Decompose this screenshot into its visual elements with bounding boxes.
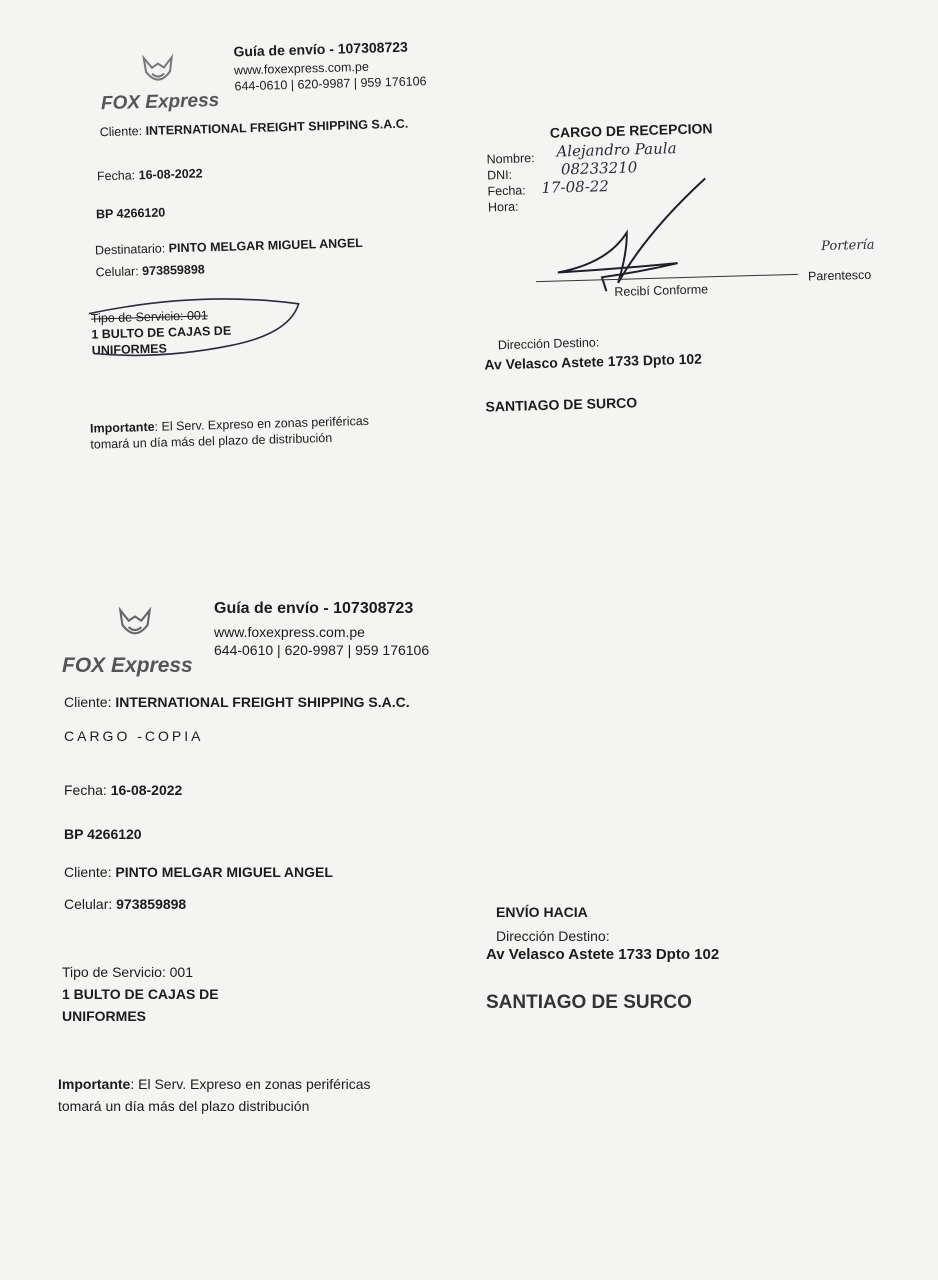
date-line [64, 782, 182, 798]
bp-number: BP 4266120 [95, 205, 166, 222]
recipient-name: PINTO MELGAR MIGUEL ANGEL [168, 235, 364, 256]
relation-label: Parentesco [807, 267, 872, 284]
client-line [64, 694, 410, 710]
brand-logo: FOX Express [62, 654, 193, 677]
fecha-label: Fecha: [487, 183, 526, 199]
recipient-line [64, 864, 333, 880]
brand-logo: FOX Express [100, 89, 220, 115]
fox-logo-icon [114, 606, 156, 648]
client-name: INTERNATIONAL FREIGHT SHIPPING S.A.C. [145, 116, 409, 138]
handwritten-name: Alejandro Paula [556, 139, 677, 161]
date-value: 16-08-2022 [110, 782, 183, 798]
guide-number: Guía de envío - 107308723 [214, 600, 414, 617]
cell-label: Celular: [64, 896, 113, 912]
service-type: Tipo de Servicio: 001 [62, 964, 193, 980]
cell-value: 973859898 [141, 262, 205, 279]
recipient-name: PINTO MELGAR MIGUEL ANGEL [115, 864, 333, 880]
receipt-title: CARGO DE RECEPCION [549, 120, 713, 141]
client-name: INTERNATIONAL FREIGHT SHIPPING S.A.C. [115, 694, 410, 710]
date-label: Fecha: [96, 168, 136, 184]
recipient-label: Cliente: [64, 864, 112, 880]
service-type: Tipo de Servicio: 001 [90, 308, 209, 326]
cell-label: Celular: [95, 264, 139, 280]
handwritten-date: 17-08-22 [541, 177, 610, 197]
important-text-2: tomará un día más del plazo de distribución [90, 430, 333, 452]
phones: 644-0610 | 620-9987 | 959 176106 [214, 642, 430, 658]
item-line-1: 1 BULTO DE CAJAS DE [91, 323, 232, 342]
recipient-label: Destinatario: [94, 241, 166, 258]
client-line [100, 117, 409, 140]
name-label: Nombre: [486, 151, 535, 167]
item-line-2: UNIFORMES [62, 1008, 146, 1024]
handwritten-dni: 08233210 [560, 158, 638, 179]
cell-line [95, 262, 204, 279]
important-text-1: : El Serv. Expreso en zonas periféricas [130, 1076, 371, 1092]
cell-value: 973859898 [116, 896, 187, 912]
copy-label: CARGO -COPIA [64, 728, 204, 744]
fox-logo-icon [138, 53, 179, 94]
dest-address: Av Velasco Astete 1733 Dpto 102 [486, 946, 720, 963]
dni-label: DNI: [486, 167, 513, 183]
pen-circle-mark [78, 294, 310, 366]
date-line [97, 166, 203, 183]
ship-to-title: ENVÍO HACIA [496, 904, 588, 920]
guide-number: Guía de envío - 107308723 [233, 38, 409, 60]
item-line-1: 1 BULTO DE CAJAS DE [62, 986, 219, 1002]
important-text-2: tomará un día más del plazo distribución [58, 1098, 310, 1114]
cell-line [64, 896, 186, 912]
important-note [58, 1076, 371, 1092]
dest-label: Dirección Destino: [496, 928, 610, 944]
client-label: Cliente: [99, 124, 143, 140]
handwritten-relation: Portería [820, 237, 875, 255]
important-label: Importante [58, 1076, 131, 1092]
important-label: Importante [89, 419, 155, 436]
upper-shipping-label [0, 0, 938, 500]
bp-number: BP 4266120 [64, 826, 142, 842]
dest-label: Dirección Destino: [497, 335, 600, 353]
dest-district: SANTIAGO DE SURCO [485, 394, 638, 415]
item-line-2: UNIFORMES [91, 341, 167, 358]
important-text-1: : El Serv. Expreso en zonas periféricas [154, 413, 370, 434]
hora-label: Hora: [487, 199, 519, 215]
dest-address: Av Velasco Astete 1733 Dpto 102 [484, 350, 703, 373]
date-value: 16-08-2022 [138, 166, 203, 183]
website: www.foxexpress.com.pe [214, 624, 365, 640]
client-label: Cliente: [64, 694, 112, 710]
recipient-line [95, 236, 363, 257]
phones: 644-0610 | 620-9987 | 959 176106 [234, 74, 427, 94]
website: www.foxexpress.com.pe [233, 59, 369, 78]
date-label: Fecha: [64, 782, 107, 798]
received-label: Recibí Conforme [614, 282, 709, 299]
dest-district: SANTIAGO DE SURCO [486, 992, 692, 1013]
